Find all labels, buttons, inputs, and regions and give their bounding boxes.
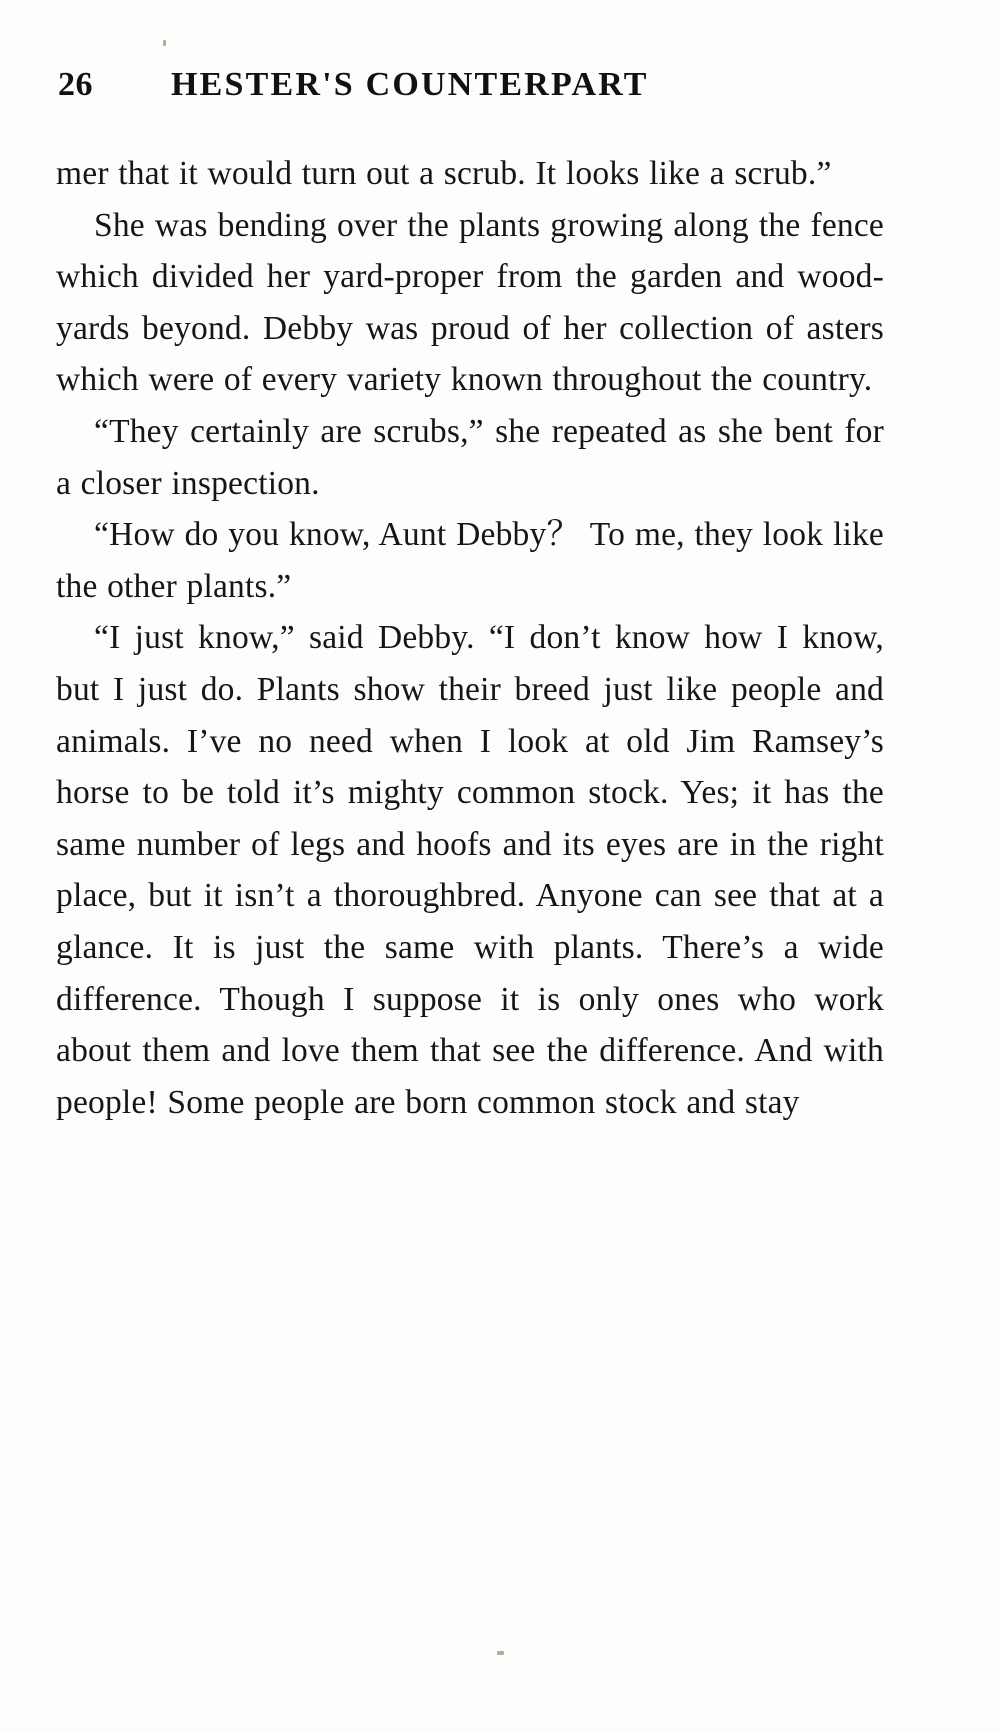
paragraph-i-just-know: “I just know,” said Debby. “I don’t know how I know, but I just do. Plants show their breed just like people and animals. I’ve no need when I look at old Jim Ramsey’s horse to be told it’s mighty common stock. Yes; it has the same number of legs and hoofs and its eyes are in the right place, but it isn’t a thoroughbred. Anyone can see that at a glance. It is just the same with plants. There’s a wide difference. Though I suppose it is only ones who work about them and love them that see the difference. And with people! Some people are born common stock and stay xyxy=(56,619,884,1121)
page-number: 26 xyxy=(58,66,93,103)
page-speck-bottom xyxy=(497,1651,504,1655)
paragraph-they-certainly: “They certainly are scrubs,” she repeated as she bent for a closer inspection. xyxy=(56,412,884,502)
page-body xyxy=(56,148,884,1128)
page-header xyxy=(58,66,942,114)
page-speck-top xyxy=(163,40,166,46)
paragraph-how-do-you-know: “How do you know, Aunt Debby？ To me, they look like the other plants.” xyxy=(56,516,884,605)
paragraph-she-was-bending: She was bending over the plants growing along the fence which divided her yard-proper from the garden and wood-yards beyond. Debby was proud of her collection of asters which were of every variety known throughout the country. xyxy=(56,206,884,399)
running-title: HESTER'S COUNTERPART xyxy=(171,66,649,103)
paragraph-continued: mer that it would turn out a scrub. It looks like a scrub.” xyxy=(56,155,832,192)
